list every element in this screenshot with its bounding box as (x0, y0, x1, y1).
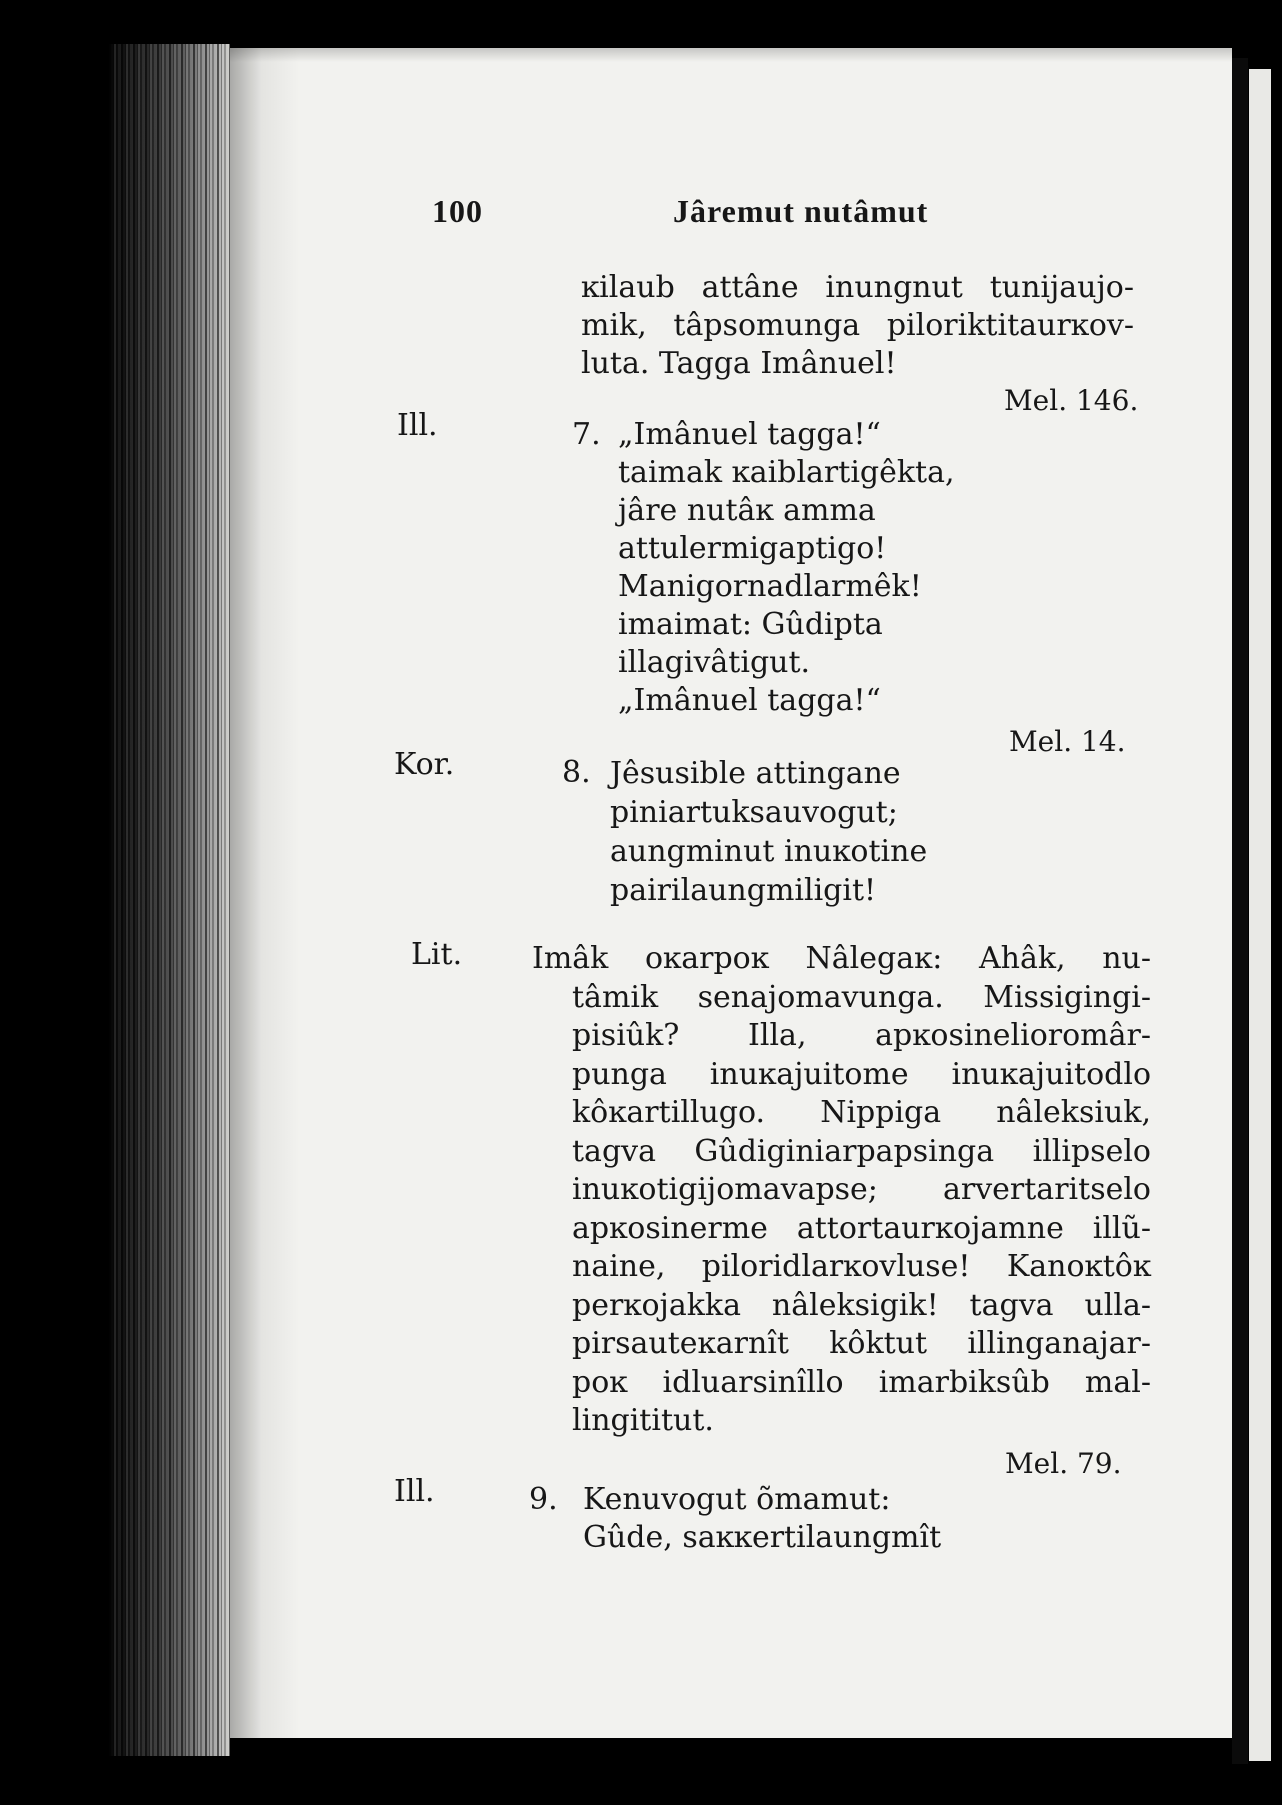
adjacent-page-edge (1249, 69, 1271, 1761)
text-line: lingititut. (572, 1403, 714, 1438)
text-line: inuĸotigijomavapse; arvertaritselo (572, 1172, 1151, 1207)
text-line: Imâk oĸarpoĸ Nâlegaĸ: Ahâk, nu- (532, 941, 1151, 976)
text-line: pirsauteĸarnît kôktut illinganajar- (572, 1326, 1151, 1361)
litany-paragraph (532, 940, 1151, 1441)
part-label: Kor. (394, 747, 455, 782)
verse-line: Manigornadlarmêk! (618, 569, 922, 604)
text-line: pisiûk? Illa, apĸosinelioromâr- (572, 1018, 1151, 1053)
stanza-number: 7. (572, 417, 601, 452)
running-head: Jâremut nutâmut (673, 193, 929, 229)
verse-line: „Imânuel tagga!“ (618, 683, 881, 718)
text-line: apĸosinerme attortaurĸojamne illũ- (572, 1210, 1151, 1246)
book-page (230, 48, 1232, 1738)
verse-line: imaimat: Gûdipta (618, 607, 883, 642)
page-edge-shadow (1232, 58, 1248, 1764)
stanza-8 (610, 754, 927, 910)
stanza-7 (618, 416, 955, 720)
verse-line: Gûde, saĸĸertilaungmît (583, 1520, 942, 1555)
text-line: naine, piloridlarĸovluse! Kanoĸtôĸ (572, 1249, 1151, 1284)
part-label: Ill. (394, 1474, 435, 1509)
text-line: tagva Gûdiginiarpapsinga illipselo (572, 1133, 1151, 1169)
text-line: poĸ idluarsinîllo imarbiksûb mal- (572, 1364, 1151, 1400)
melody-reference: Mel. 14. (1009, 725, 1126, 758)
part-label: Ill. (397, 408, 438, 443)
text-line: perĸojakka nâleksigik! tagva ulla- (572, 1287, 1151, 1323)
verse-line: jâre nutâĸ amma (618, 493, 876, 528)
text-line: luta. Tagga Imânuel! (581, 346, 897, 381)
verse-line: piniartuksauvogut; (610, 795, 898, 830)
stanza-number: 8. (562, 755, 591, 790)
continued-paragraph (581, 269, 1134, 383)
stanza-number: 9. (529, 1482, 558, 1517)
verse-line: pairilaungmiligit! (610, 873, 877, 908)
text-line: tâmik senajomavunga. Missigingi- (572, 979, 1151, 1015)
melody-reference: Mel. 79. (1005, 1447, 1122, 1480)
verse-line: Kenuvogut õmamut: (583, 1482, 891, 1517)
verse-line: „Imânuel tagga!“ (618, 417, 881, 452)
part-label: Lit. (411, 937, 463, 972)
stanza-9 (583, 1481, 941, 1557)
text-line: mik, tâpsomunga piloriktitaurĸov- (581, 308, 1134, 343)
verse-line: Jêsusible attingane (610, 756, 901, 791)
book-gutter (109, 44, 230, 1756)
page-number: 100 (432, 193, 483, 229)
melody-reference: Mel. 146. (1004, 384, 1139, 417)
verse-line: attulermigaptigo! (618, 531, 887, 566)
verse-line: illagivâtigut. (618, 645, 811, 680)
text-line: ĸilaub attâne inungnut tunijaujo- (581, 270, 1134, 305)
text-line: kôĸartillugo. Nippiga nâleksiuk, (572, 1095, 1151, 1130)
text-line: punga inuĸajuitome inuĸajuitodlo (572, 1056, 1151, 1092)
verse-line: aungminut inuĸotine (610, 834, 928, 869)
verse-line: taimak ĸaiblartigêkta, (618, 455, 955, 490)
